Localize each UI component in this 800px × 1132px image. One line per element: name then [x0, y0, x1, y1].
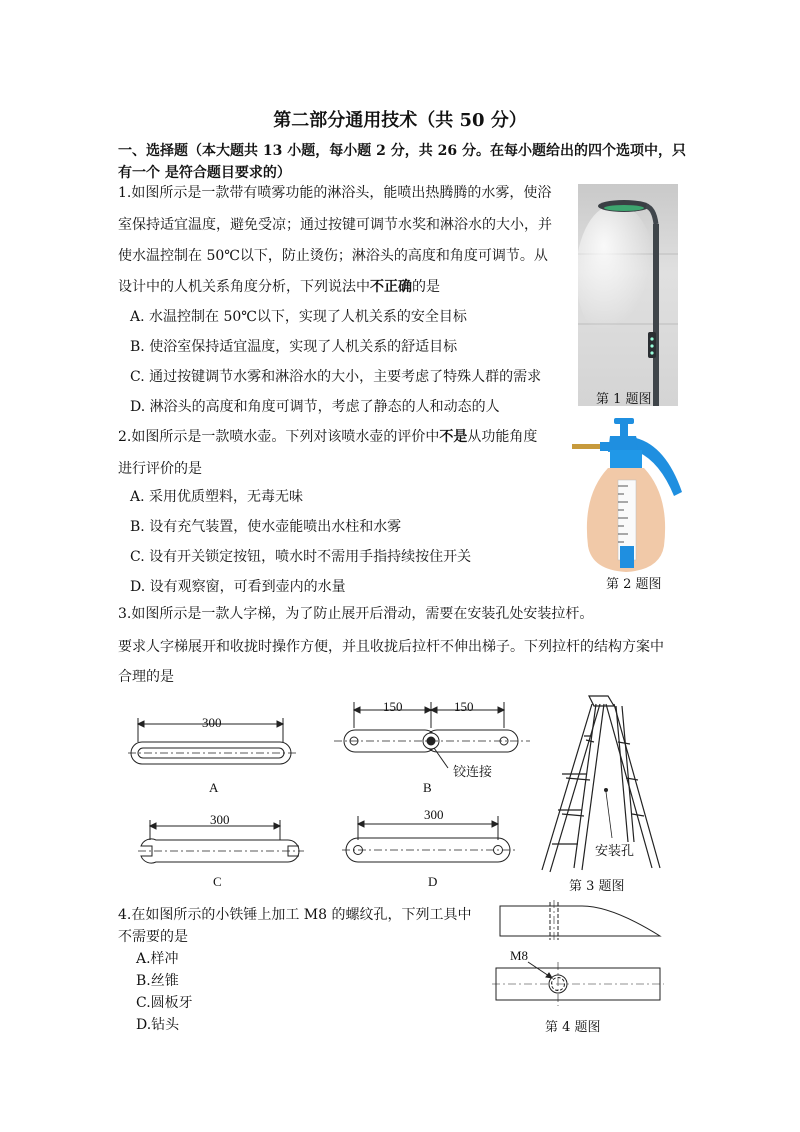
q1-line-3: 使水温控制在 50℃以下，防止烫伤；淋浴头的高度和角度可调节。从 [118, 248, 548, 264]
fig-a-label: A [209, 780, 219, 795]
q4-option-d: D.钻头 [136, 1017, 180, 1033]
ladder-hole-label: 安装孔 [595, 844, 635, 859]
fig-a-dimension: 300 [202, 715, 222, 730]
q3-line-2: 要求人字梯展开和收拢时操作方便，并且收拢后拉杆不伸出梯子。下列拉杆的结构方案中 [118, 639, 664, 655]
q2-line-1-pre: 2.如图所示是一款喷水壶。下列对该喷水壶的评价中 [118, 429, 440, 445]
q1-line-4-pre: 设计中的人机关系角度分析，下列说法中 [118, 279, 370, 295]
m8-label: M8 [510, 948, 529, 963]
q4-line-2: 不需要的是 [118, 929, 188, 945]
rod-figure-b [334, 700, 534, 780]
q2-option-b: B. 设有充气装置，使水壶能喷出水柱和水雾 [130, 519, 402, 535]
fig1-caption: 第 1 题图 [596, 392, 652, 407]
q1-line-4-post: 的是 [412, 279, 440, 295]
q2-emphasis: 不是 [439, 429, 468, 445]
q1-option-d: D. 淋浴头的高度和角度可调节，考虑了静态的人和动态的人 [130, 399, 500, 415]
fig-c-dimension: 300 [210, 812, 230, 827]
q2-line-1 [118, 426, 537, 448]
section-heading: 一、选择题（本大题共 13 小题，每小题 2 分，共 26 分。在每小题给出的四个选项中，只有一个 是符合题目要求的） [118, 143, 686, 181]
q2-option-d: D. 设有观察窗，可看到壶内的水量 [130, 579, 346, 595]
q4-option-c: C.圆板牙 [136, 995, 193, 1011]
q3-line-3: 合理的是 [118, 669, 174, 685]
fig-d-label: D [428, 874, 438, 889]
q2-option-a: A. 采用优质塑料，无毒无味 [130, 489, 304, 505]
fig-b-label: B [423, 780, 432, 795]
fig-b-dimension-left: 150 [383, 699, 403, 714]
q4-option-a: A.样冲 [136, 951, 179, 967]
fig-b-pin-label: 铰连接 [453, 765, 493, 780]
spray-bottle-illustration [570, 416, 690, 576]
q3-line-1: 3.如图所示是一款人字梯，为了防止展开后滑动，需要在安装孔处安装拉杆。 [118, 606, 594, 622]
q2-line-2: 进行评价的是 [118, 461, 202, 477]
q4-option-b: B.丝锥 [136, 973, 179, 989]
fig-c-label: C [213, 874, 222, 889]
q4-line-1: 4.在如图所示的小铁锤上加工 M8 的螺纹孔，下列工具中 [118, 907, 472, 923]
page-title: 第二部分通用技术（共 50 分） [273, 110, 527, 131]
q2-option-c: C. 设有开关锁定按钮，喷水时不需用手指持续按住开关 [130, 549, 472, 565]
q1-emphasis: 不正确 [370, 279, 412, 295]
fig-d-dimension: 300 [424, 807, 444, 822]
fig2-caption: 第 2 题图 [606, 577, 662, 592]
q1-line-1: 1.如图所示是一款带有喷雾功能的淋浴头，能喷出热腾腾的水雾，使浴 [118, 185, 552, 201]
q2-line-1-post: 从功能角度 [467, 429, 538, 445]
q1-line-4 [118, 276, 440, 298]
fig-b-dimension-right: 150 [454, 699, 474, 714]
fig4-caption: 第 4 题图 [545, 1020, 601, 1035]
shower-illustration [578, 184, 678, 406]
q1-option-b: B. 使浴室保持适宜温度，实现了人机关系的舒适目标 [130, 339, 458, 355]
fig3-caption: 第 3 题图 [569, 879, 625, 894]
q1-option-c: C. 通过按键调节水雾和淋浴水的大小，主要考虑了特殊人群的需求 [130, 369, 542, 385]
shower-photo [578, 184, 678, 406]
q1-line-2: 室保持适宜温度，避免受凉；通过按键可调节水奖和淋浴水的大小，并 [118, 217, 552, 233]
q1-option-a: A. 水温控制在 50℃以下，实现了人机关系的安全目标 [130, 309, 467, 325]
